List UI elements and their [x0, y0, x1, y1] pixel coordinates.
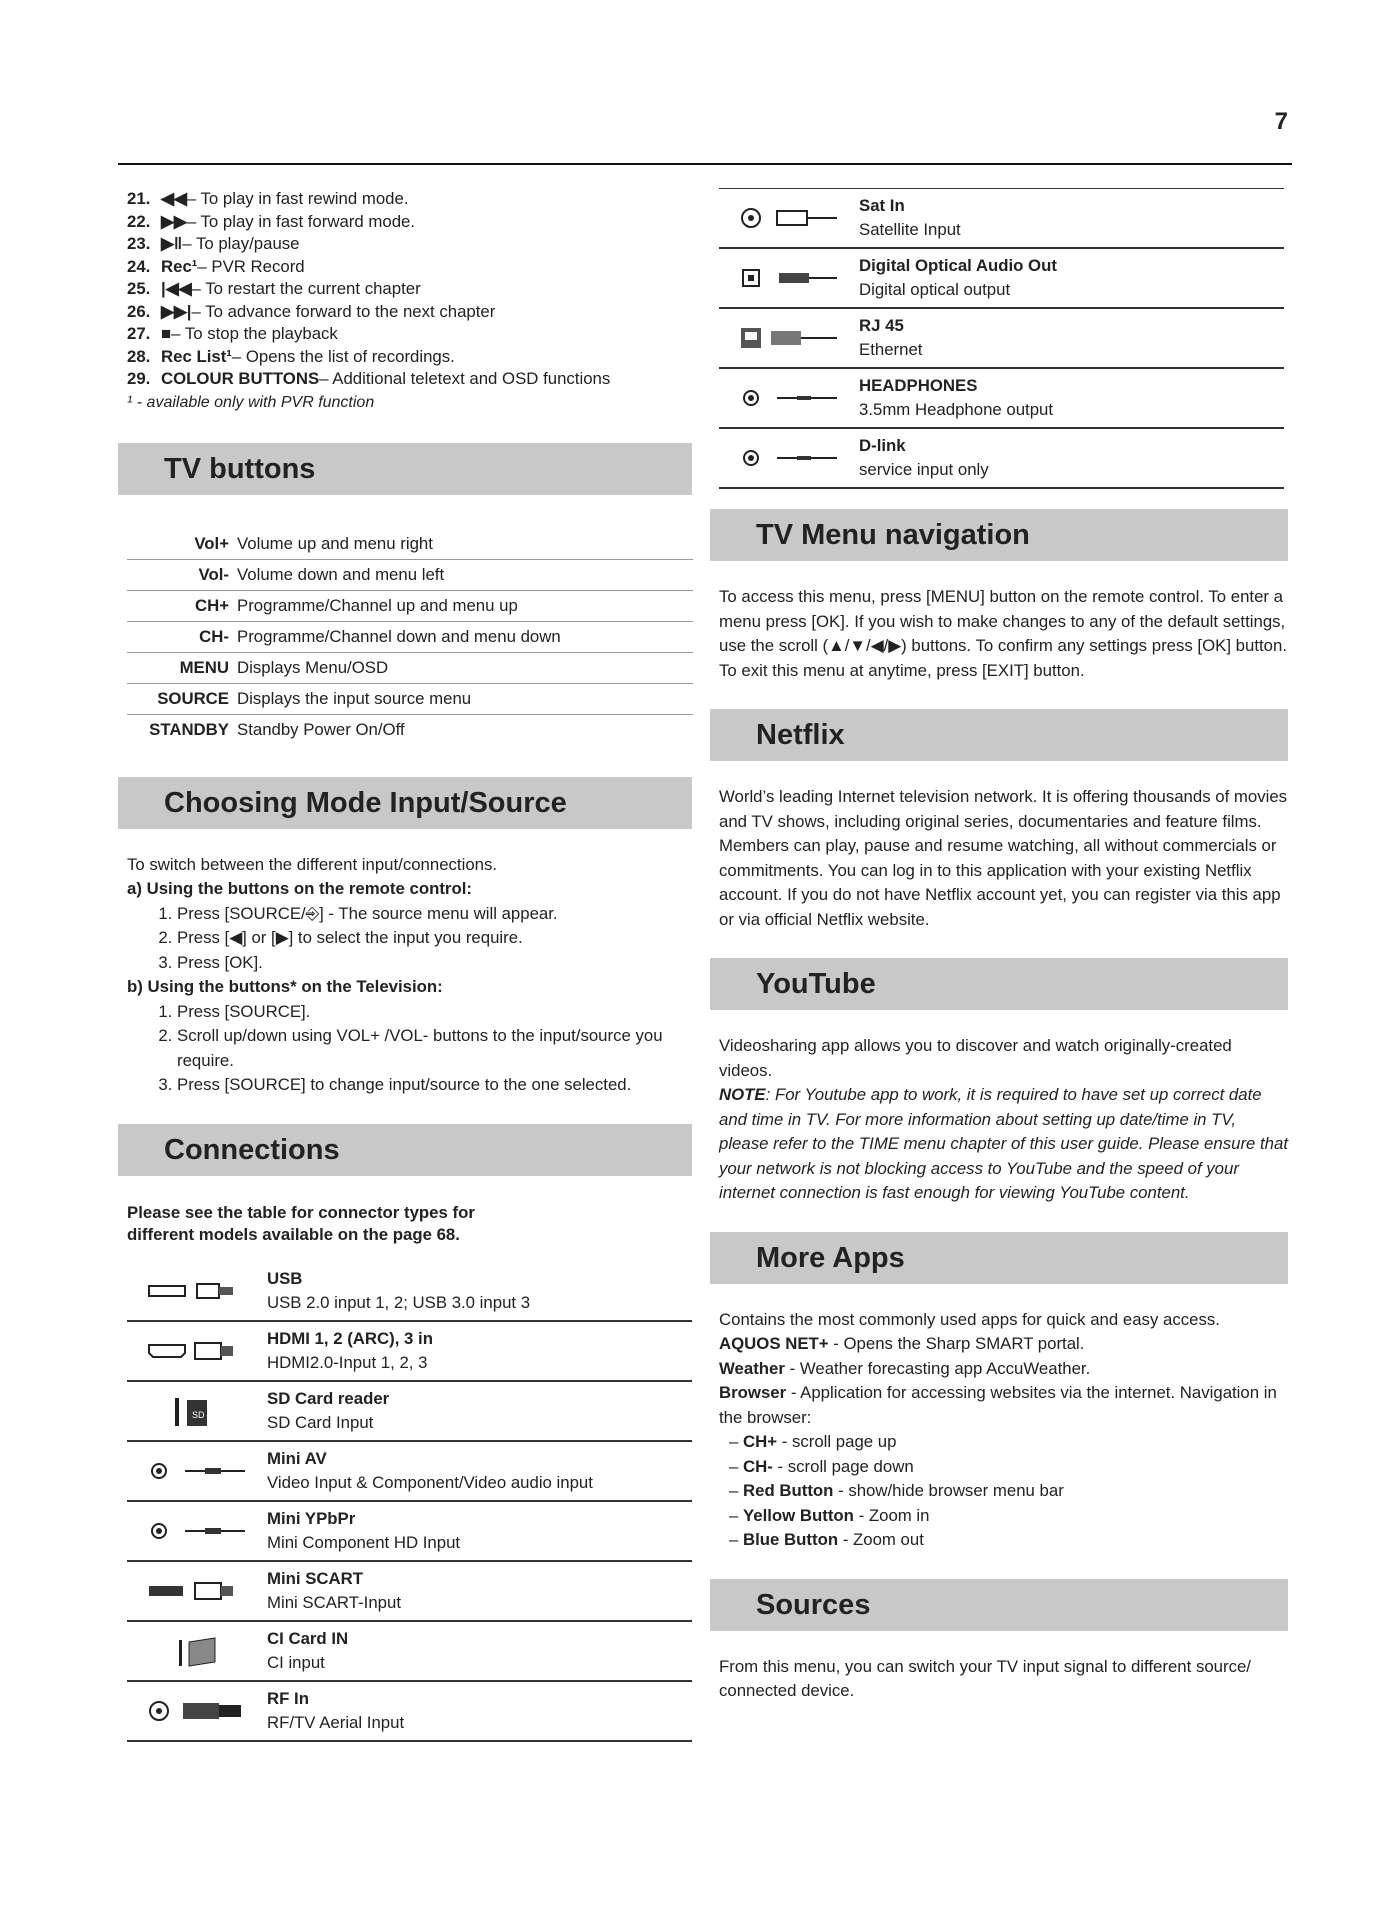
tv-menu-title: TV Menu navigation	[756, 519, 1030, 551]
connection-name: RJ 45	[859, 316, 904, 335]
more-apps-header	[710, 1232, 1288, 1284]
tv-button-desc: Standby Power On/Off	[237, 719, 405, 739]
connection-name: Mini SCART	[267, 1568, 364, 1588]
connection-desc: Mini SCART-Input	[267, 1592, 401, 1612]
connections-note: Please see the table for connector types for different models available on the page 68.	[127, 1202, 475, 1244]
choosing-mode-header	[118, 777, 692, 829]
item-text: – To restart the current chapter	[191, 279, 421, 298]
connection-desc: SD Card Input	[267, 1412, 374, 1432]
remote-item	[127, 233, 692, 256]
item-text: – To stop the playback	[171, 324, 338, 343]
connection-text	[267, 1567, 401, 1615]
browser-desc: - Zoom in	[853, 1505, 930, 1525]
tv-button-desc: Displays the input source menu	[237, 683, 693, 714]
connection-name: SD Card reader	[267, 1388, 390, 1408]
more-apps-intro: Contains the most commonly used apps for quick and easy access.	[719, 1309, 1220, 1329]
connection-name: HDMI 1, 2 (ARC), 3 in	[267, 1328, 433, 1348]
svg-text:SD: SD	[192, 1409, 205, 1420]
connection-text	[859, 314, 922, 362]
tv-button-key: Vol+	[127, 529, 237, 560]
choosing-mode-title: Choosing Mode Input/Source	[164, 786, 567, 819]
youtube-text: Videosharing app allows you to discover and watch originally-created videos.	[719, 1036, 1232, 1080]
tv-button-key: STANDBY	[149, 719, 229, 739]
d-link-icon	[719, 441, 859, 475]
tv-button-key: SOURCE	[127, 683, 237, 714]
connection-name: RF In	[267, 1688, 309, 1708]
next-chapter-icon: ▶▶|	[161, 301, 192, 321]
connection-name: D-link	[859, 436, 906, 455]
remote-item	[127, 323, 692, 346]
app-name: Browser	[719, 1383, 787, 1402]
connection-row	[127, 1622, 692, 1682]
browser-key: Red Button	[743, 1481, 834, 1500]
item-number: 22.	[127, 211, 151, 231]
app-desc: - Opens the Sharp SMART portal.	[828, 1334, 1085, 1353]
right-column	[710, 188, 1288, 1704]
connection-text	[859, 254, 1057, 302]
item-text: – To play in fast forward mode.	[186, 211, 416, 231]
connection-text	[859, 374, 1053, 422]
youtube-note-label: NOTE	[719, 1085, 766, 1104]
optical-audio-icon	[719, 261, 859, 295]
tv-buttons-title: TV buttons	[164, 452, 316, 485]
netflix-text: World’s leading Internet television network. It is offering thousands of movies and TV shows, including original series, documentaries and feature films. Members can play, pause and resume watching, all without commercials or commitments. You can log in to this application with your existing Netflix account. If you do not have Netflix account yet, you can register via this app or via official Netflix website.	[719, 787, 1288, 929]
remote-item	[127, 278, 692, 301]
youtube-title: YouTube	[756, 968, 876, 1000]
remote-steps-heading: a) Using the buttons on the remote control:	[127, 879, 472, 898]
connection-row	[127, 1262, 692, 1322]
connection-desc: CI input	[267, 1652, 325, 1672]
app-desc: - Application for accessing websites via the internet. Navigation in the browser:	[719, 1383, 1277, 1427]
connection-name: Sat In	[859, 196, 905, 215]
netflix-header	[710, 709, 1288, 761]
connection-desc: Mini Component HD Input	[267, 1532, 461, 1552]
connections-table	[127, 1262, 692, 1742]
item-key: Rec¹	[161, 256, 198, 276]
remote-item	[127, 346, 692, 369]
app-item	[719, 1381, 1288, 1430]
app-item	[719, 1357, 1288, 1382]
browser-key: CH-	[743, 1456, 773, 1476]
connection-row	[127, 1442, 692, 1502]
browser-desc: - scroll page up	[777, 1432, 897, 1451]
tv-menu-header	[710, 509, 1288, 561]
tv-buttons-header	[118, 443, 692, 495]
connection-row	[127, 1502, 692, 1562]
remote-item	[127, 256, 692, 279]
item-number: 21.	[127, 189, 151, 208]
fast-forward-icon: ▶▶	[161, 211, 187, 231]
remote-item	[127, 188, 692, 211]
rewind-icon: ◀◀	[161, 189, 187, 208]
play-pause-icon: ▶‖	[161, 234, 183, 253]
youtube-body	[710, 1034, 1288, 1206]
connection-desc: service input only	[859, 460, 989, 479]
sources-text: From this menu, you can switch your TV input signal to different source/ connected device.	[719, 1656, 1251, 1700]
step: 3. Press [OK].	[177, 951, 692, 976]
item-text: – To play/pause	[182, 234, 300, 253]
browser-key: Blue Button	[743, 1530, 839, 1549]
item-number: 24.	[127, 256, 151, 276]
youtube-header	[710, 958, 1288, 1010]
browser-item	[729, 1504, 1288, 1529]
choosing-mode-intro: To switch between the different input/connections.	[127, 854, 498, 874]
more-apps-body	[710, 1308, 1288, 1553]
connection-row	[719, 309, 1284, 369]
browser-desc: - Zoom out	[838, 1530, 924, 1549]
step: 2. Scroll up/down using VOL+ /VOL- buttons to the input/source you require.	[177, 1024, 692, 1073]
connection-name: Digital Optical Audio Out	[859, 256, 1057, 275]
connection-row	[127, 1322, 692, 1382]
item-key: Rec List¹	[161, 346, 232, 366]
connection-row	[127, 1382, 692, 1442]
item-number: 26.	[127, 301, 151, 321]
remote-list	[118, 188, 692, 391]
connection-name: Mini YPbPr	[267, 1508, 356, 1528]
connection-text	[267, 1507, 460, 1555]
tv-button-desc: Volume down and menu left	[237, 559, 693, 590]
mini-av-icon	[127, 1454, 267, 1488]
step: 3. Press [SOURCE] to change input/source to the one selected.	[177, 1073, 692, 1098]
sd-card-icon	[127, 1394, 267, 1428]
connection-desc: Ethernet	[859, 340, 923, 359]
sources-header	[710, 1579, 1288, 1631]
tv-button-key: Vol-	[127, 559, 237, 590]
connection-desc: Digital optical output	[859, 280, 1011, 299]
connection-text	[267, 1267, 530, 1315]
step: 1. Press [SOURCE/⎆] - The source menu will appear.	[177, 902, 692, 927]
connection-text	[859, 434, 989, 482]
more-apps-title: More Apps	[756, 1241, 905, 1274]
connections-header	[118, 1124, 692, 1176]
remote-steps	[127, 902, 692, 976]
tv-buttons-table	[127, 529, 693, 745]
browser-desc: - scroll page down	[772, 1456, 914, 1476]
tv-button-desc: Displays Menu/OSD	[237, 652, 693, 683]
item-text: – PVR Record	[197, 256, 305, 276]
ci-card-icon	[127, 1634, 267, 1668]
pvr-footnote: ¹ - available only with PVR function	[127, 393, 375, 411]
hdmi-icon	[127, 1334, 267, 1368]
connection-text	[267, 1627, 348, 1675]
browser-key: Yellow Button	[743, 1505, 854, 1525]
stop-icon: ■	[161, 324, 172, 343]
tv-button-row	[127, 652, 693, 683]
tv-button-desc: Volume up and menu right	[237, 529, 693, 560]
choosing-mode-body	[118, 853, 692, 1098]
tv-steps	[127, 1000, 692, 1098]
tv-steps-heading: b) Using the buttons* on the Television:	[127, 977, 443, 996]
browser-desc: - show/hide browser menu bar	[833, 1481, 1064, 1500]
connection-text	[267, 1387, 389, 1435]
sources-title: Sources	[756, 1588, 871, 1621]
item-number: 29.	[127, 369, 151, 388]
remote-item	[127, 368, 692, 391]
tv-button-desc: Programme/Channel down and menu down	[237, 621, 693, 652]
item-number: 25.	[127, 279, 151, 298]
connection-text	[267, 1447, 593, 1495]
page-number: 7	[1274, 108, 1288, 135]
connection-row	[719, 249, 1284, 309]
left-column	[118, 188, 692, 1742]
connection-name: CI Card IN	[267, 1628, 349, 1648]
connection-text	[859, 194, 961, 242]
connection-desc: Video Input & Component/Video audio input	[267, 1472, 593, 1492]
tv-button-desc: Programme/Channel up and menu up	[237, 590, 693, 621]
mini-scart-icon	[127, 1574, 267, 1608]
item-key: COLOUR BUTTONS	[161, 369, 320, 388]
tv-button-row	[127, 621, 693, 652]
item-text: – To advance forward to the next chapter	[191, 301, 496, 321]
browser-item	[729, 1479, 1288, 1504]
usb-icon	[127, 1274, 267, 1308]
connection-desc: 3.5mm Headphone output	[859, 400, 1054, 419]
remote-item	[127, 301, 692, 324]
rf-in-icon	[127, 1694, 267, 1728]
sat-in-icon	[719, 201, 859, 235]
connection-row	[719, 369, 1284, 429]
tv-button-key: CH+	[127, 590, 237, 621]
top-rule	[118, 163, 1292, 165]
tv-button-row	[127, 529, 693, 560]
item-text: – To play in fast rewind mode.	[186, 189, 409, 208]
connection-name: Mini AV	[267, 1448, 327, 1468]
step: 1. Press [SOURCE].	[177, 1000, 692, 1025]
tv-button-row	[127, 683, 693, 714]
rj45-icon	[719, 321, 859, 355]
connection-desc: RF/TV Aerial Input	[267, 1712, 405, 1732]
connection-row	[127, 1562, 692, 1622]
item-number: 23.	[127, 234, 151, 253]
browser-navigation-list	[719, 1430, 1288, 1553]
connections-table-right	[719, 188, 1284, 489]
browser-item	[729, 1455, 1288, 1480]
connections-title: Connections	[164, 1133, 340, 1166]
tv-button-row	[127, 714, 693, 745]
connection-desc: HDMI2.0-Input 1, 2, 3	[267, 1352, 428, 1372]
step: 2. Press [◀] or [▶] to select the input you require.	[177, 926, 692, 951]
remote-item	[127, 211, 692, 234]
app-name: Weather	[719, 1358, 785, 1378]
connection-row	[719, 429, 1284, 489]
headphones-icon	[719, 381, 859, 415]
app-name: AQUOS NET+	[719, 1334, 829, 1353]
tv-button-key: MENU	[127, 652, 237, 683]
tv-menu-text: To access this menu, press [MENU] button on the remote control. To enter a menu press [OK]. If you wish to make changes to any of the default settings, use the scroll (▲/▼/◀/▶) buttons. To confirm any settings press [OK] button. To exit this menu at anytime, press [EXIT] button.	[719, 587, 1287, 680]
tv-button-key: CH-	[127, 621, 237, 652]
connection-row	[719, 189, 1284, 249]
previous-chapter-icon: |◀◀	[161, 279, 192, 298]
tv-button-row	[127, 590, 693, 621]
mini-ypbpr-icon	[127, 1514, 267, 1548]
netflix-title: Netflix	[756, 719, 845, 751]
item-text: – Additional teletext and OSD functions	[319, 369, 611, 388]
connection-desc: Satellite Input	[859, 220, 961, 239]
browser-item	[729, 1430, 1288, 1455]
connection-name: HEADPHONES	[859, 376, 978, 395]
connection-row	[127, 1682, 692, 1742]
app-desc: - Weather forecasting app AccuWeather.	[784, 1358, 1091, 1378]
item-text: – Opens the list of recordings.	[231, 346, 455, 366]
tv-button-row	[127, 559, 693, 590]
connection-name: USB	[267, 1268, 303, 1288]
item-number: 27.	[127, 324, 151, 343]
app-item	[719, 1332, 1288, 1357]
connection-text	[267, 1327, 433, 1375]
connection-desc: USB 2.0 input 1, 2; USB 3.0 input 3	[267, 1292, 531, 1312]
apps-list	[719, 1332, 1288, 1430]
browser-item	[729, 1528, 1288, 1553]
browser-key: CH+	[743, 1432, 778, 1451]
youtube-note-text: : For Youtube app to work, it is required to have set up correct date and time in TV. For more information about setting up date/time in TV, please refer to the TIME menu chapter of this user guide. Please ensure that your network is not blocking access to YouTube and the speed of your internet connection is fast enough for viewing YouTube content.	[719, 1085, 1289, 1202]
item-number: 28.	[127, 346, 151, 366]
connection-text	[267, 1687, 404, 1735]
